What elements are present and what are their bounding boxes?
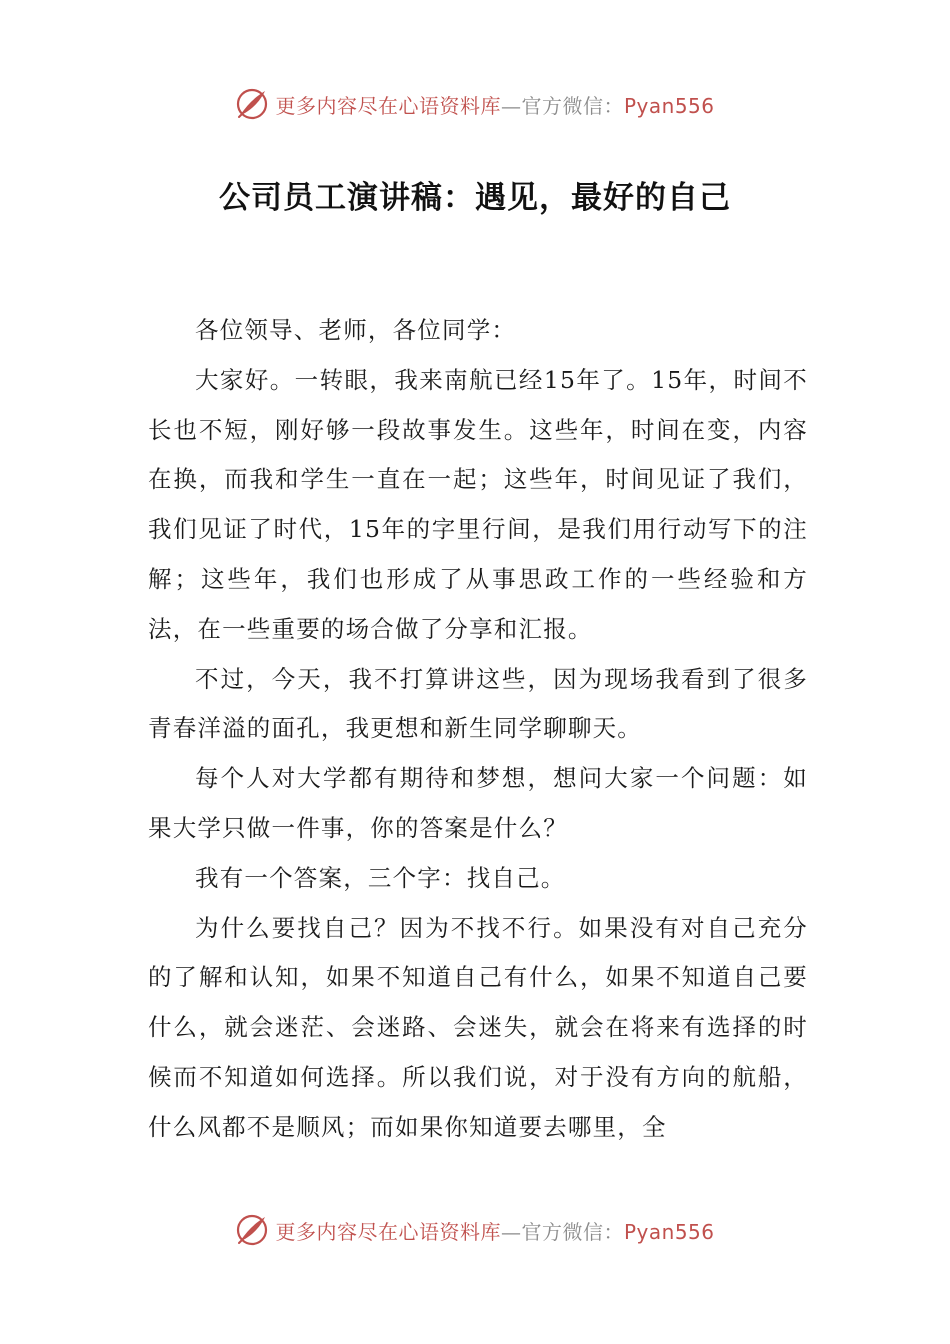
banner-dash: — xyxy=(500,1219,522,1244)
banner-main-text: 更多内容尽在心语资料库 xyxy=(275,1219,501,1244)
banner-main-text: 更多内容尽在心语资料库 xyxy=(275,93,501,118)
banner-account-label: 官方微信： xyxy=(521,1219,624,1244)
banner-text xyxy=(275,1216,714,1245)
document-body xyxy=(148,306,808,1153)
banner-wechat-id: Pyan556 xyxy=(623,93,715,118)
banner-text xyxy=(275,90,714,119)
paragraph: 大家好。一转眼，我来南航已经15年了。15年，时间不长也不短，刚好够一段故事发生。这些年，时间在变，内容在换，而我和学生一直在一起；这些年，时间见证了我们，我们见证了时代，15年的字里行间，是我们用行动写下的注解；这些年，我们也形成了从事思政工作的一些经验和方法，在一些重要的场合做了分享和汇报。 xyxy=(148,365,808,643)
banner-account-label: 官方微信： xyxy=(521,93,624,118)
banner-dash: — xyxy=(500,93,522,118)
banner-wechat-id: Pyan556 xyxy=(623,1219,715,1244)
paragraph: 每个人对大学都有期待和梦想，想问大家一个问题：如果大学只做一件事，你的答案是什么？ xyxy=(148,764,808,842)
header-banner xyxy=(0,84,950,124)
quill-pen-logo-icon xyxy=(235,1213,269,1247)
quill-pen-logo-icon xyxy=(235,87,269,121)
document-title: 公司员工演讲稿：遇见，最好的自己 xyxy=(219,180,731,216)
footer-banner xyxy=(0,1210,950,1250)
paragraph: 不过，今天，我不打算讲这些，因为现场我看到了很多青春洋溢的面孔，我更想和新生同学聊聊天。 xyxy=(148,664,808,743)
paragraph: 为什么要找自己？因为不找不行。如果没有对自己充分的了解和认知，如果不知道自己有什么，如果不知道自己要什么，就会迷茫、会迷路、会迷失，就会在将来有选择的时候而不知道如何选择。所以我们说，对于没有方向的航船，什么风都不是顺风；而如果你知道要去哪里，全 xyxy=(148,913,808,1141)
paragraph: 我有一个答案，三个字：找自己。 xyxy=(195,863,566,892)
paragraph: 各位领导、老师，各位同学： xyxy=(195,316,517,344)
